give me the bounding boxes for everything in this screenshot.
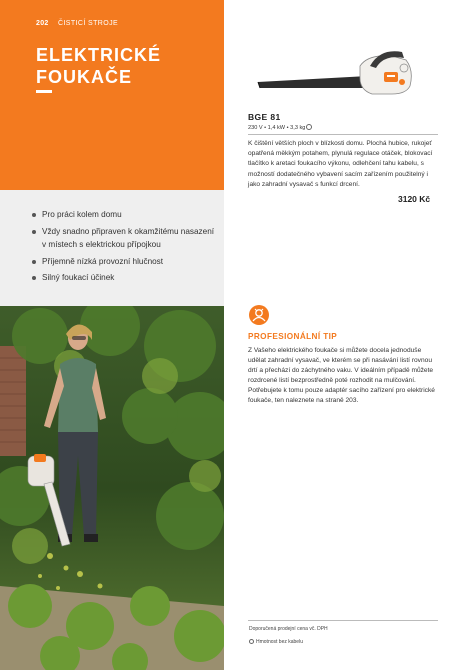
woman-using-blower-photo [0, 306, 224, 670]
benefits-list [32, 208, 218, 288]
price-footnote: Doporučená prodejní cena vč. DPH [249, 626, 328, 632]
weight-footnote [249, 639, 303, 645]
product-image [256, 48, 416, 100]
page-title-line-2: FOUKAČE [36, 67, 132, 87]
tip-title: PROFESIONÁLNÍ TIP [248, 332, 338, 341]
page-title-line-1: ELEKTRICKÉ [36, 45, 162, 65]
header-block [0, 0, 224, 190]
benefits-panel [0, 190, 224, 306]
title-underline [36, 90, 52, 93]
tip-text: Z Vašeho elektrického foukače si můžete docela jednoduše udělat zahradní vysavač, ve kterém se při nasávání listí rovnou drtí a přechází do záchytného vaku. V ideálním případě můžete rozdrcené listí bezprostředně poté rozhodit na mulčování. Potřebujete k tomu pouze adaptér sacího zařízení pro elektrické foukače, ten naleznete na straně 203. [248, 347, 435, 405]
benefit-item: Pro práci kolem domu [32, 208, 218, 222]
benefit-item: Příjemně nízká provozní hlučnost [32, 255, 218, 269]
weight-icon [249, 639, 254, 644]
weight-footnote-text: Hmotnost bez kabelu [256, 639, 303, 645]
garden-photo [0, 306, 224, 670]
footnote-divider [248, 620, 438, 621]
product-price: 3120 Kč [398, 194, 431, 204]
benefit-item: Vždy snadno připraven k okamžitému nasazení v místech s elektrickou přípojkou [32, 225, 218, 252]
divider [248, 134, 438, 135]
page-title [36, 44, 216, 88]
benefit-item: Silný foukací účinek [32, 271, 218, 285]
product-name: BGE 81 [248, 112, 281, 122]
product-specs [248, 124, 312, 131]
weight-info-icon [306, 124, 312, 130]
section-label: ČISTICÍ STROJE [58, 20, 119, 27]
pro-tip-icon [249, 305, 269, 325]
product-description: K čištění větších ploch v blízkosti domu. Plochá hubice, rukojeť opatřená měkkým potahem, plynulá regulace otáček, blokovací tlačítko k aretaci foukacího výkonu, odlehčení tahu kabelu, s možností dodatečného vybavení sacím zařízením použitelný i jako zahradní vysavač s funkcí drcení. [248, 140, 433, 188]
product-specs-text: 230 V • 1,4 kW • 3,3 kg [248, 125, 306, 131]
leaf-blower-illustration [256, 48, 416, 100]
page-number: 202 [36, 20, 49, 27]
